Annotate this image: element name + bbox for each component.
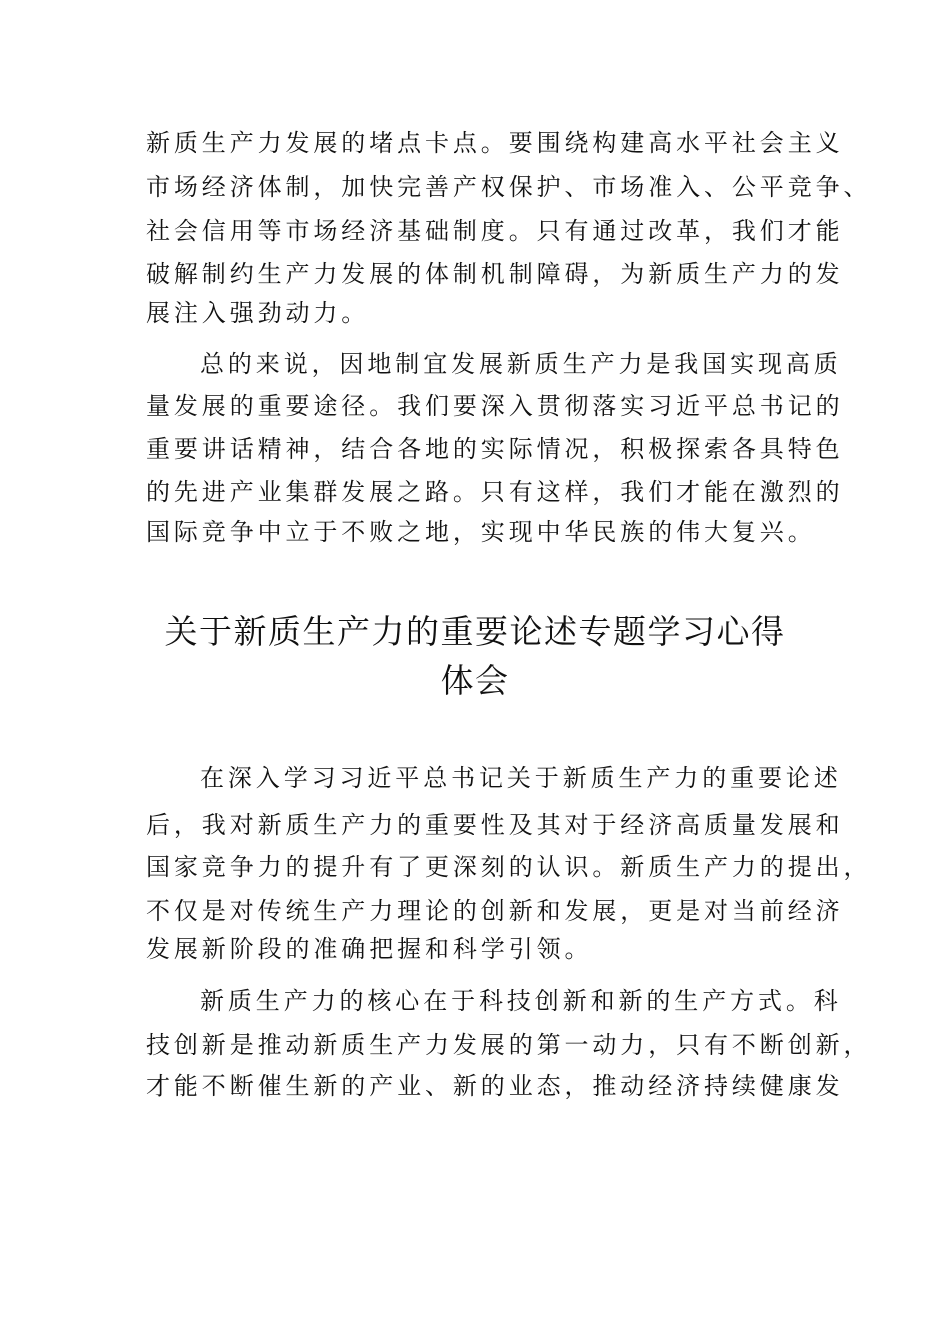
article-title-line-2: 体会: [440, 661, 510, 700]
text-line: 新质生产力的核心在于科技创新和新的生产方式。科: [200, 987, 842, 1015]
text-line: 后，我对新质生产力的重要性及其对于经济高质量发展和: [146, 811, 844, 839]
text-line: 社会信用等市场经济基础制度。只有通过改革，我们才能: [146, 217, 844, 245]
text-line: 国家竞争力的提升有了更深刻的认识。新质生产力的提出，: [146, 853, 872, 881]
text-line: 技创新是推动新质生产力发展的第一动力，只有不断创新，: [146, 1031, 872, 1059]
text-line: 才能不断催生新的产业、新的业态，推动经济持续健康发: [146, 1072, 844, 1100]
text-line: 展注入强劲动力。: [146, 299, 370, 327]
text-line: 不仅是对传统生产力理论的创新和发展，更是对当前经济: [146, 897, 844, 925]
text-line: 重要讲话精神，结合各地的实际情况，积极探索各具特色: [146, 435, 844, 463]
text-line: 量发展的重要途径。我们要深入贯彻落实习近平总书记的: [146, 392, 844, 420]
text-line: 新质生产力发展的堵点卡点。要围绕构建高水平社会主义: [146, 129, 844, 157]
text-line: 发展新阶段的准确把握和科学引领。: [146, 935, 593, 963]
text-line: 在深入学习习近平总书记关于新质生产力的重要论述: [200, 764, 842, 792]
text-line: 总的来说，因地制宜发展新质生产力是我国实现高质: [200, 350, 842, 378]
text-line: 国际竞争中立于不败之地，实现中华民族的伟大复兴。: [146, 518, 816, 546]
text-line: 的先进产业集群发展之路。只有这样，我们才能在激烈的: [146, 478, 844, 506]
article-title-line-1: 关于新质生产力的重要论述专题学习心得: [164, 612, 786, 651]
text-line: 市场经济体制，加快完善产权保护、市场准入、公平竞争、: [146, 173, 872, 201]
text-line: 破解制约生产力发展的体制机制障碍，为新质生产力的发: [146, 260, 844, 288]
